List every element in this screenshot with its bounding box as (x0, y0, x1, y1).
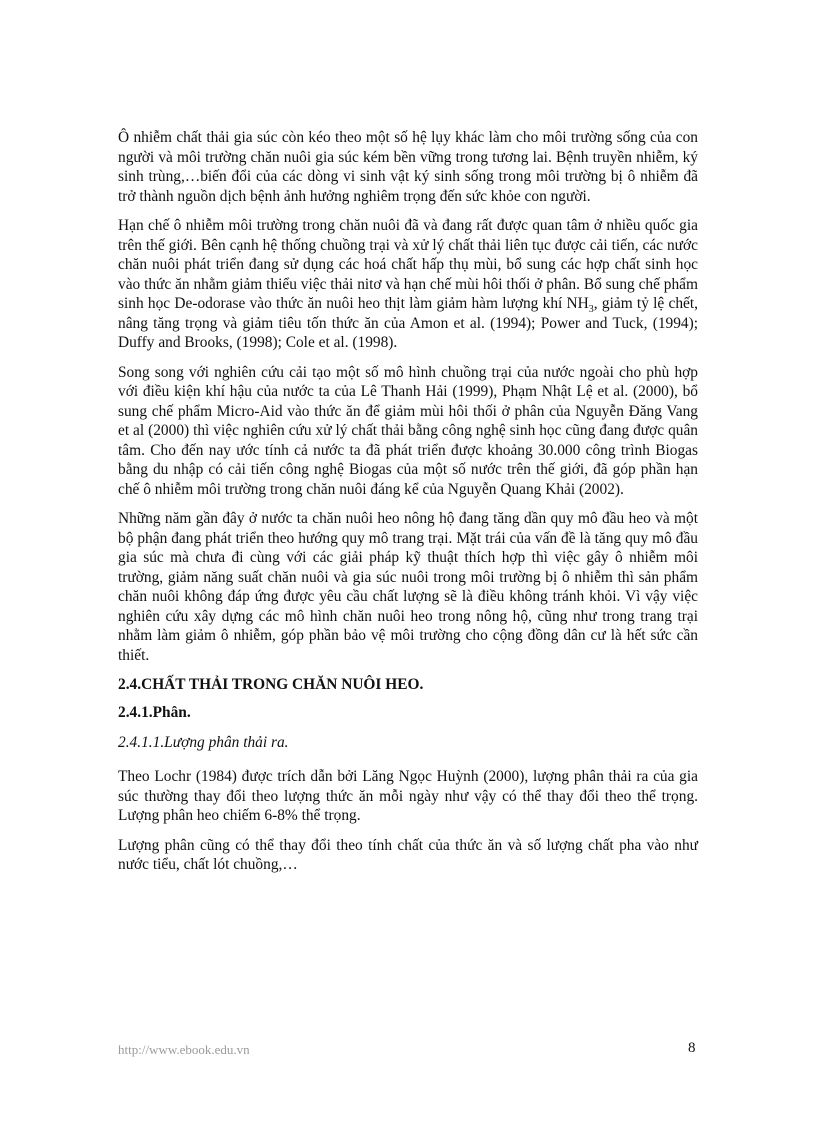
section-heading: 2.4.CHẤT THẢI TRONG CHĂN NUÔI HEO. (118, 676, 424, 693)
page-number: 8 (688, 1040, 696, 1056)
paragraph-manure-variation: Lượng phân cũng có thể thay đổi theo tính chất của thức ăn và số lượng chất pha vào như nước tiểu, chất lót chuồng,… (118, 836, 698, 873)
paragraph-household-farming: Những năm gần đây ở nước ta chăn nuôi heo nông hộ đang tăng dần quy mô đầu heo và một bộ phận đang phát triển theo hướng quy mô trang trại. Mặt trái của vấn đề là tăng quy mô đầu gia súc mà chưa đi cùng với các giải pháp kỹ thuật thích hợp thì việc gây ô nhiễm môi trường, giảm năng suất chăn nuôi và gia súc nuôi trong môi trường bị ô nhiễm thì sản phẩm chăn nuôi không đáp ứng được yêu cầu chất lượng sẽ là điều không tránh khỏi. Vì vậy việc nghiên cứu xây dựng các mô hình chăn nuôi heo trong nông hộ, cũng như trong trang trại nhằm làm giảm ô nhiễm, góp phần bảo vệ môi trường cho cộng đồng dân cư là hết sức cần thiết. (118, 510, 698, 664)
subsubsection-heading: 2.4.1.1.Lượng phân thải ra. (118, 734, 289, 751)
subscript: 3 (588, 304, 594, 316)
paragraph-pollution-limitation (118, 216, 698, 353)
paragraph-manure-amount: Theo Lochr (1984) được trích dẫn bởi Lăng Ngọc Huỳnh (2000), lượng phân thải ra của gia súc thường thay đổi theo lượng thức ăn mỗi ngày như vậy có thể thay đổi theo thể trọng. Lượng phân heo chiếm 6-8% thể trọng. (118, 768, 698, 824)
footer-url: http://www.ebook.edu.vn (118, 1042, 250, 1057)
paragraph-text: , giảm tỷ lệ chết, nâng tăng trọng và giảm tiêu tốn thức ăn của Amon et al. (1994); Power and Tuck, (1994); Duffy and Brooks, (1998); Cole et al. (1998). (118, 295, 699, 351)
page-content (118, 128, 698, 885)
paragraph-text: Hạn chế ô nhiễm môi trường trong chăn nuôi đã và đang rất được quan tâm ở nhiều quốc gia trên thế giới. Bên cạnh hệ thống chuồng trại và xử lý chất thải liên tục được cải tiến, các nước chăn nuôi phát triển đang sử dụng các hoá chất hấp thụ mùi, bổ sung các hợp chất sinh học vào thức ăn nhằm giảm thiểu việc thải nitơ và hạn chế mùi hôi thối ở phân. Bổ sung chế phẩm sinh học De-odorase vào thức ăn nuôi heo thịt làm giảm hàm lượng khí NH (118, 217, 698, 312)
subsection-heading: 2.4.1.Phân. (118, 704, 191, 721)
paragraph-pollution-consequences: Ô nhiễm chất thải gia súc còn kéo theo một số hệ lụy khác làm cho môi trường sống của con người và môi trường chăn nuôi gia súc kém bền vững trong tương lai. Bệnh truyền nhiễm, ký sinh trùng,…biến đổi của các dòng vi sinh vật ký sinh sống trong môi trường bị ô nhiễm đã trở thành nguồn dịch bệnh ảnh hưởng nghiêm trọng đến sức khỏe con người. (118, 129, 698, 205)
paragraph-research-biogas: Song song với nghiên cứu cải tạo một số mô hình chuồng trại của nước ngoài cho phù hợp với điều kiện khí hậu của nước ta của Lê Thanh Hải (1999), Phạm Nhật Lệ et al. (2000), bổ sung chế phẩm Micro-Aid vào thức ăn để giảm mùi hôi thối ở phân của Nguyễn Đăng Vang et al (2000) thì việc nghiên cứu xử lý chất thải bằng công nghệ sinh học cũng đang được quân tâm. Cho đến nay ước tính cả nước ta đã phát triển được khoảng 30.000 công trình Biogas bằng du nhập có cải tiến công nghệ Biogas của một số nước trên thế giới, đã góp phần hạn chế ô nhiễm môi trường trong chăn nuôi đáng kể của Nguyễn Quang Khải (2002). (118, 363, 698, 498)
